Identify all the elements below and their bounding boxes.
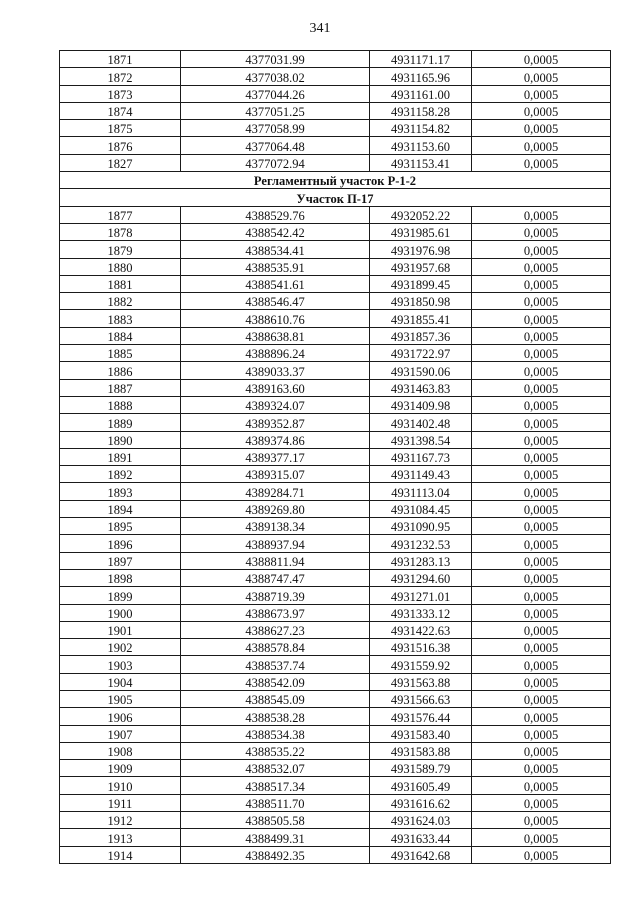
table-row	[60, 379, 611, 396]
table-row	[60, 137, 611, 154]
y-coordinate-cell: 4931722.97	[370, 345, 472, 362]
accuracy-cell: 0,0005	[472, 466, 611, 483]
table-row	[60, 742, 611, 759]
accuracy-cell: 0,0005	[472, 414, 611, 431]
point-number-cell: 1875	[60, 120, 181, 137]
x-coordinate-cell: 4377044.26	[181, 85, 370, 102]
accuracy-cell: 0,0005	[472, 656, 611, 673]
y-coordinate-cell: 4931165.96	[370, 68, 472, 85]
x-coordinate-cell: 4388811.94	[181, 552, 370, 569]
x-coordinate-cell: 4388505.58	[181, 812, 370, 829]
x-coordinate-cell: 4377064.48	[181, 137, 370, 154]
x-coordinate-cell: 4388638.81	[181, 327, 370, 344]
point-number-cell: 1872	[60, 68, 181, 85]
accuracy-cell: 0,0005	[472, 241, 611, 258]
section-title: Регламентный участок Р-1-2	[60, 172, 611, 189]
x-coordinate-cell: 4388627.23	[181, 621, 370, 638]
x-coordinate-cell: 4389284.71	[181, 483, 370, 500]
table-row	[60, 690, 611, 707]
x-coordinate-cell: 4389324.07	[181, 396, 370, 413]
point-number-cell: 1896	[60, 535, 181, 552]
x-coordinate-cell: 4388499.31	[181, 829, 370, 846]
accuracy-cell: 0,0005	[472, 258, 611, 275]
table-row	[60, 120, 611, 137]
accuracy-cell: 0,0005	[472, 777, 611, 794]
y-coordinate-cell: 4931090.95	[370, 518, 472, 535]
accuracy-cell: 0,0005	[472, 68, 611, 85]
table-row	[60, 102, 611, 119]
point-number-cell: 1874	[60, 102, 181, 119]
point-number-cell: 1886	[60, 362, 181, 379]
x-coordinate-cell: 4388517.34	[181, 777, 370, 794]
y-coordinate-cell: 4931559.92	[370, 656, 472, 673]
accuracy-cell: 0,0005	[472, 673, 611, 690]
x-coordinate-cell: 4388535.91	[181, 258, 370, 275]
point-number-cell: 1913	[60, 829, 181, 846]
point-number-cell: 1899	[60, 587, 181, 604]
table-row	[60, 414, 611, 431]
x-coordinate-cell: 4388673.97	[181, 604, 370, 621]
y-coordinate-cell: 4931566.63	[370, 690, 472, 707]
x-coordinate-cell: 4377058.99	[181, 120, 370, 137]
accuracy-cell: 0,0005	[472, 293, 611, 310]
accuracy-cell: 0,0005	[472, 500, 611, 517]
x-coordinate-cell: 4388542.09	[181, 673, 370, 690]
y-coordinate-cell: 4931857.36	[370, 327, 472, 344]
x-coordinate-cell: 4389269.80	[181, 500, 370, 517]
table-row	[60, 673, 611, 690]
table-row	[60, 725, 611, 742]
table-section-headers	[60, 172, 611, 207]
table-row	[60, 518, 611, 535]
table-row	[60, 241, 611, 258]
x-coordinate-cell: 4388537.74	[181, 656, 370, 673]
table-row	[60, 483, 611, 500]
point-number-cell: 1905	[60, 690, 181, 707]
accuracy-cell: 0,0005	[472, 345, 611, 362]
table-row	[60, 760, 611, 777]
point-number-cell: 1892	[60, 466, 181, 483]
y-coordinate-cell: 4931516.38	[370, 639, 472, 656]
table-row	[60, 604, 611, 621]
accuracy-cell: 0,0005	[472, 725, 611, 742]
point-number-cell: 1901	[60, 621, 181, 638]
x-coordinate-cell: 4377031.99	[181, 51, 370, 68]
point-number-cell: 1910	[60, 777, 181, 794]
table-row	[60, 466, 611, 483]
point-number-cell: 1890	[60, 431, 181, 448]
accuracy-cell: 0,0005	[472, 448, 611, 465]
table-row	[60, 708, 611, 725]
point-number-cell: 1900	[60, 604, 181, 621]
y-coordinate-cell: 4931294.60	[370, 569, 472, 586]
accuracy-cell: 0,0005	[472, 206, 611, 223]
point-number-cell: 1885	[60, 345, 181, 362]
accuracy-cell: 0,0005	[472, 85, 611, 102]
x-coordinate-cell: 4388896.24	[181, 345, 370, 362]
x-coordinate-cell: 4389033.37	[181, 362, 370, 379]
y-coordinate-cell: 4931642.68	[370, 846, 472, 863]
table-row	[60, 293, 611, 310]
x-coordinate-cell: 4388532.07	[181, 760, 370, 777]
y-coordinate-cell: 4931605.49	[370, 777, 472, 794]
point-number-cell: 1898	[60, 569, 181, 586]
point-number-cell: 1895	[60, 518, 181, 535]
point-number-cell: 1906	[60, 708, 181, 725]
accuracy-cell: 0,0005	[472, 587, 611, 604]
x-coordinate-cell: 4388492.35	[181, 846, 370, 863]
y-coordinate-cell: 4931576.44	[370, 708, 472, 725]
table-row	[60, 812, 611, 829]
point-number-cell: 1888	[60, 396, 181, 413]
point-number-cell: 1877	[60, 206, 181, 223]
y-coordinate-cell: 4931154.82	[370, 120, 472, 137]
table-row	[60, 656, 611, 673]
x-coordinate-cell: 4389374.86	[181, 431, 370, 448]
accuracy-cell: 0,0005	[472, 102, 611, 119]
y-coordinate-cell: 4931422.63	[370, 621, 472, 638]
y-coordinate-cell: 4931583.40	[370, 725, 472, 742]
accuracy-cell: 0,0005	[472, 327, 611, 344]
y-coordinate-cell: 4931624.03	[370, 812, 472, 829]
y-coordinate-cell: 4931985.61	[370, 223, 472, 240]
x-coordinate-cell: 4389163.60	[181, 379, 370, 396]
point-number-cell: 1887	[60, 379, 181, 396]
x-coordinate-cell: 4377072.94	[181, 154, 370, 171]
table-top-rows	[60, 51, 611, 172]
x-coordinate-cell: 4389138.34	[181, 518, 370, 535]
y-coordinate-cell: 4931232.53	[370, 535, 472, 552]
table-row	[60, 500, 611, 517]
table-row	[60, 345, 611, 362]
x-coordinate-cell: 4388937.94	[181, 535, 370, 552]
accuracy-cell: 0,0005	[472, 535, 611, 552]
x-coordinate-cell: 4388511.70	[181, 794, 370, 811]
x-coordinate-cell: 4388534.38	[181, 725, 370, 742]
point-number-cell: 1904	[60, 673, 181, 690]
point-number-cell: 1894	[60, 500, 181, 517]
x-coordinate-cell: 4388542.42	[181, 223, 370, 240]
y-coordinate-cell: 4931616.62	[370, 794, 472, 811]
accuracy-cell: 0,0005	[472, 362, 611, 379]
table-main-rows	[60, 206, 611, 863]
table-row	[60, 639, 611, 656]
point-number-cell: 1884	[60, 327, 181, 344]
accuracy-cell: 0,0005	[472, 552, 611, 569]
point-number-cell: 1907	[60, 725, 181, 742]
subsection-title-row	[60, 189, 611, 206]
accuracy-cell: 0,0005	[472, 137, 611, 154]
table-row	[60, 310, 611, 327]
y-coordinate-cell: 4931899.45	[370, 275, 472, 292]
accuracy-cell: 0,0005	[472, 621, 611, 638]
point-number-cell: 1897	[60, 552, 181, 569]
y-coordinate-cell: 4931084.45	[370, 500, 472, 517]
y-coordinate-cell: 4931158.28	[370, 102, 472, 119]
accuracy-cell: 0,0005	[472, 742, 611, 759]
accuracy-cell: 0,0005	[472, 794, 611, 811]
accuracy-cell: 0,0005	[472, 518, 611, 535]
point-number-cell: 1893	[60, 483, 181, 500]
table-row	[60, 431, 611, 448]
accuracy-cell: 0,0005	[472, 604, 611, 621]
y-coordinate-cell: 4931590.06	[370, 362, 472, 379]
table-row	[60, 794, 611, 811]
x-coordinate-cell: 4388719.39	[181, 587, 370, 604]
table-row	[60, 621, 611, 638]
x-coordinate-cell: 4389352.87	[181, 414, 370, 431]
y-coordinate-cell: 4931855.41	[370, 310, 472, 327]
table-row	[60, 154, 611, 171]
y-coordinate-cell: 4931149.43	[370, 466, 472, 483]
accuracy-cell: 0,0005	[472, 396, 611, 413]
point-number-cell: 1880	[60, 258, 181, 275]
accuracy-cell: 0,0005	[472, 51, 611, 68]
point-number-cell: 1889	[60, 414, 181, 431]
y-coordinate-cell: 4931153.60	[370, 137, 472, 154]
y-coordinate-cell: 4931463.83	[370, 379, 472, 396]
point-number-cell: 1883	[60, 310, 181, 327]
y-coordinate-cell: 4932052.22	[370, 206, 472, 223]
table-row	[60, 68, 611, 85]
accuracy-cell: 0,0005	[472, 483, 611, 500]
accuracy-cell: 0,0005	[472, 569, 611, 586]
table-row	[60, 275, 611, 292]
accuracy-cell: 0,0005	[472, 379, 611, 396]
y-coordinate-cell: 4931583.88	[370, 742, 472, 759]
table-row	[60, 777, 611, 794]
y-coordinate-cell: 4931271.01	[370, 587, 472, 604]
x-coordinate-cell: 4388541.61	[181, 275, 370, 292]
y-coordinate-cell: 4931171.17	[370, 51, 472, 68]
y-coordinate-cell: 4931283.13	[370, 552, 472, 569]
table-row	[60, 206, 611, 223]
accuracy-cell: 0,0005	[472, 223, 611, 240]
coordinates-table	[59, 50, 611, 864]
accuracy-cell: 0,0005	[472, 760, 611, 777]
point-number-cell: 1902	[60, 639, 181, 656]
y-coordinate-cell: 4931113.04	[370, 483, 472, 500]
table-row	[60, 362, 611, 379]
point-number-cell: 1876	[60, 137, 181, 154]
table-row	[60, 396, 611, 413]
accuracy-cell: 0,0005	[472, 120, 611, 137]
table-row	[60, 448, 611, 465]
y-coordinate-cell: 4931161.00	[370, 85, 472, 102]
point-number-cell: 1878	[60, 223, 181, 240]
point-number-cell: 1881	[60, 275, 181, 292]
x-coordinate-cell: 4388546.47	[181, 293, 370, 310]
point-number-cell: 1827	[60, 154, 181, 171]
y-coordinate-cell: 4931563.88	[370, 673, 472, 690]
table-row	[60, 569, 611, 586]
subsection-title: Участок П-17	[60, 189, 611, 206]
point-number-cell: 1908	[60, 742, 181, 759]
accuracy-cell: 0,0005	[472, 846, 611, 863]
x-coordinate-cell: 4388545.09	[181, 690, 370, 707]
point-number-cell: 1873	[60, 85, 181, 102]
x-coordinate-cell: 4389315.07	[181, 466, 370, 483]
accuracy-cell: 0,0005	[472, 708, 611, 725]
accuracy-cell: 0,0005	[472, 812, 611, 829]
point-number-cell: 1914	[60, 846, 181, 863]
x-coordinate-cell: 4388578.84	[181, 639, 370, 656]
table-row	[60, 535, 611, 552]
page-number: 341	[309, 21, 331, 36]
point-number-cell: 1909	[60, 760, 181, 777]
point-number-cell: 1912	[60, 812, 181, 829]
point-number-cell: 1882	[60, 293, 181, 310]
accuracy-cell: 0,0005	[472, 431, 611, 448]
y-coordinate-cell: 4931153.41	[370, 154, 472, 171]
accuracy-cell: 0,0005	[472, 310, 611, 327]
y-coordinate-cell: 4931633.44	[370, 829, 472, 846]
point-number-cell: 1911	[60, 794, 181, 811]
x-coordinate-cell: 4377038.02	[181, 68, 370, 85]
y-coordinate-cell: 4931402.48	[370, 414, 472, 431]
accuracy-cell: 0,0005	[472, 639, 611, 656]
x-coordinate-cell: 4388747.47	[181, 569, 370, 586]
y-coordinate-cell: 4931850.98	[370, 293, 472, 310]
point-number-cell: 1903	[60, 656, 181, 673]
x-coordinate-cell: 4389377.17	[181, 448, 370, 465]
y-coordinate-cell: 4931398.54	[370, 431, 472, 448]
x-coordinate-cell: 4377051.25	[181, 102, 370, 119]
table-row	[60, 85, 611, 102]
point-number-cell: 1891	[60, 448, 181, 465]
table-row	[60, 829, 611, 846]
y-coordinate-cell: 4931976.98	[370, 241, 472, 258]
point-number-cell: 1871	[60, 51, 181, 68]
x-coordinate-cell: 4388529.76	[181, 206, 370, 223]
table-row	[60, 51, 611, 68]
table-row	[60, 552, 611, 569]
y-coordinate-cell: 4931333.12	[370, 604, 472, 621]
x-coordinate-cell: 4388535.22	[181, 742, 370, 759]
section-title-row	[60, 172, 611, 189]
table-row	[60, 587, 611, 604]
x-coordinate-cell: 4388610.76	[181, 310, 370, 327]
x-coordinate-cell: 4388534.41	[181, 241, 370, 258]
table-row	[60, 846, 611, 863]
accuracy-cell: 0,0005	[472, 690, 611, 707]
x-coordinate-cell: 4388538.28	[181, 708, 370, 725]
y-coordinate-cell: 4931957.68	[370, 258, 472, 275]
accuracy-cell: 0,0005	[472, 829, 611, 846]
accuracy-cell: 0,0005	[472, 154, 611, 171]
y-coordinate-cell: 4931589.79	[370, 760, 472, 777]
accuracy-cell: 0,0005	[472, 275, 611, 292]
table-row	[60, 258, 611, 275]
table-row	[60, 327, 611, 344]
table-row	[60, 223, 611, 240]
y-coordinate-cell: 4931409.98	[370, 396, 472, 413]
point-number-cell: 1879	[60, 241, 181, 258]
y-coordinate-cell: 4931167.73	[370, 448, 472, 465]
